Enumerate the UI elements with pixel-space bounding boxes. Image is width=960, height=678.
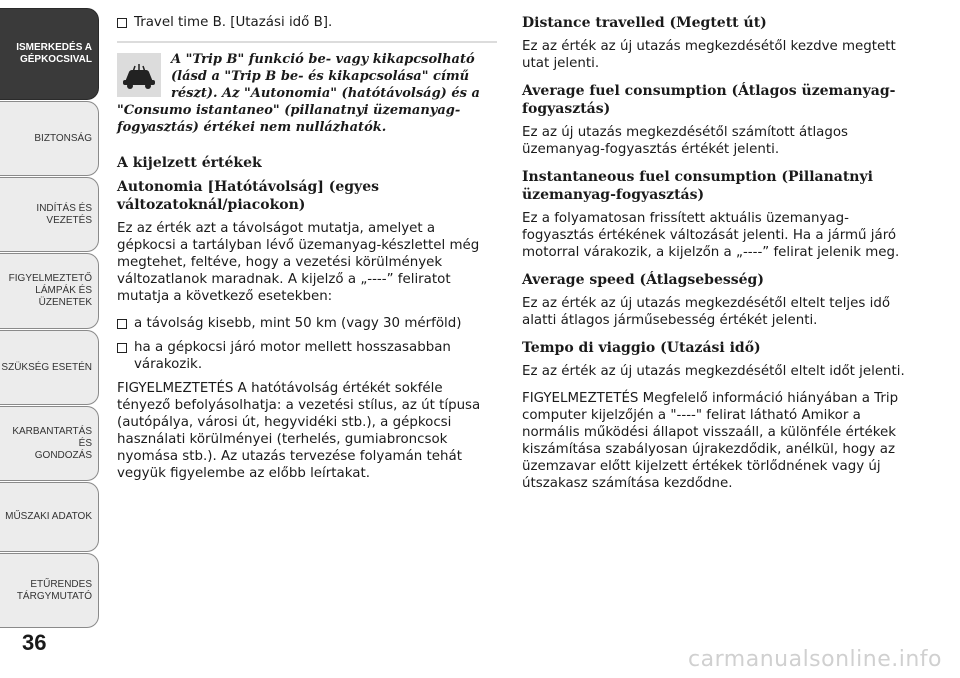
tab-karbantartas[interactable]: KARBANTARTÁS ÉS GONDOZÁS — [0, 406, 99, 481]
tab-ismerkedes[interactable]: ISMERKEDÉS A GÉPKOCSIVAL — [0, 8, 99, 100]
list-item — [117, 339, 497, 373]
heading-autonomy: Autonomia [Hatótávolság] (egyes változatoknál/piacokon) — [117, 179, 379, 213]
note-text: A "Trip B" funkció be- vagy kikapcsolható (lásd a "Trip B be- és kikapcsolása" című részt). Az "Autonomia" (hatótávolság) és a "Consumo istantaneo" (pillanatnyi üzemanyag-fogyasztás) értékei nem nullázhatók. — [117, 52, 480, 135]
right-column — [522, 14, 914, 502]
heading-average-speed: Average speed (Átlagsebesség) — [522, 272, 764, 288]
chapter-sidebar — [0, 0, 101, 678]
warning-paragraph: FIGYELMEZTETÉS Megfelelő információ hiányában a Trip computer kijelzőjén a "----" felirat látható Amikor a normális működési állapot visszaáll, a különféle értékek kiszámítása szabályosan újrakezdődik, anélkül, hogy az üzemzavar előtt kijelzett értékek törlődnének vagy új útszakasz számítása kezdődne. — [522, 391, 899, 491]
watermark-text: carmanualsonline.info — [688, 647, 942, 672]
tab-muszaki[interactable]: MŰSZAKI ADATOK — [0, 482, 99, 552]
tab-inditas[interactable]: INDÍTÁS ÉS VEZETÉS — [0, 177, 99, 252]
paragraph-distance: Ez az érték az új utazás megkezdésétől kezdve megtett utat jelenti. — [522, 39, 896, 71]
paragraph-autonomy: Ez az érték azt a távolságot mutatja, amelyet a gépkocsi a tartályban lévő üzemanyag-készlettel még megtehet, feltéve, hogy a vezetési körülmények változatlanok maradnak. A kijelző a „----” feliratot mutatja a következő esetekben: — [117, 221, 480, 304]
bullet-text: Travel time B. [Utazási idő B]. — [134, 15, 333, 30]
checkbox-bullet-icon — [117, 319, 127, 329]
heading-average-fuel: Average fuel consumption (Átlagos üzemanyag-fogyasztás) — [522, 83, 896, 117]
bullet-text: ha a gépkocsi járó motor mellett hosszasabban várakozik. — [134, 340, 451, 372]
heading-distance: Distance travelled (Megtett út) — [522, 15, 767, 31]
note-box — [117, 51, 497, 136]
page-number: 36 — [22, 630, 47, 655]
tab-figyelmezteto[interactable]: FIGYELMEZTETŐ LÁMPÁK ÉS ÜZENETEK — [0, 253, 99, 329]
list-item — [117, 14, 497, 31]
car-warning-icon — [117, 53, 161, 97]
paragraph-average-fuel: Ez az új utazás megkezdésétől számított átlagos üzemanyag-fogyasztás értékét jelenti. — [522, 125, 849, 157]
checkbox-bullet-icon — [117, 343, 127, 353]
tab-szukseg[interactable]: SZÜKSÉG ESETÉN — [0, 330, 99, 405]
left-column — [117, 14, 497, 492]
checkbox-bullet-icon — [117, 18, 127, 28]
heading-travel-time: Tempo di viaggio (Utazási idő) — [522, 340, 761, 356]
divider — [117, 41, 497, 43]
list-item — [117, 315, 497, 332]
paragraph-average-speed: Ez az érték az új utazás megkezdésétől eltelt teljes idő alatti átlagos járműsebesség értékét jelenti. — [522, 296, 891, 328]
warning-paragraph: FIGYELMEZTETÉS A hatótávolság értékét sokféle tényező befolyásolhatja: a vezetési stílus, az út típusa (autópálya, városi út, hegyvidéki stb.), a gépkocsi használati körülményei (terhelés, gumiabroncsok nyomása stb.). Az utazás tervezése folyamán tehát vegyük figyelembe az előbb leírtakat. — [117, 381, 481, 481]
tab-biztonsag[interactable]: BIZTONSÁG — [0, 101, 99, 176]
heading-display-values: A kijelzett értékek — [117, 155, 262, 171]
tab-targymutato[interactable]: ETŰRENDES TÁRGYMUTATÓ — [0, 553, 99, 628]
paragraph-travel-time: Ez az érték az új utazás megkezdésétől eltelt időt jelenti. — [522, 364, 905, 379]
heading-instant-fuel: Instantaneous fuel consumption (Pillanatnyi üzemanyag-fogyasztás) — [522, 169, 873, 203]
paragraph-instant-fuel: Ez a folyamatosan frissített aktuális üzemanyag-fogyasztás értékének változását jelenti. Ha a jármű járó motorral várakozik, a kijelzőn a „----” felirat jelenik meg. — [522, 211, 900, 260]
bullet-text: a távolság kisebb, mint 50 km (vagy 30 mérföld) — [134, 316, 462, 331]
